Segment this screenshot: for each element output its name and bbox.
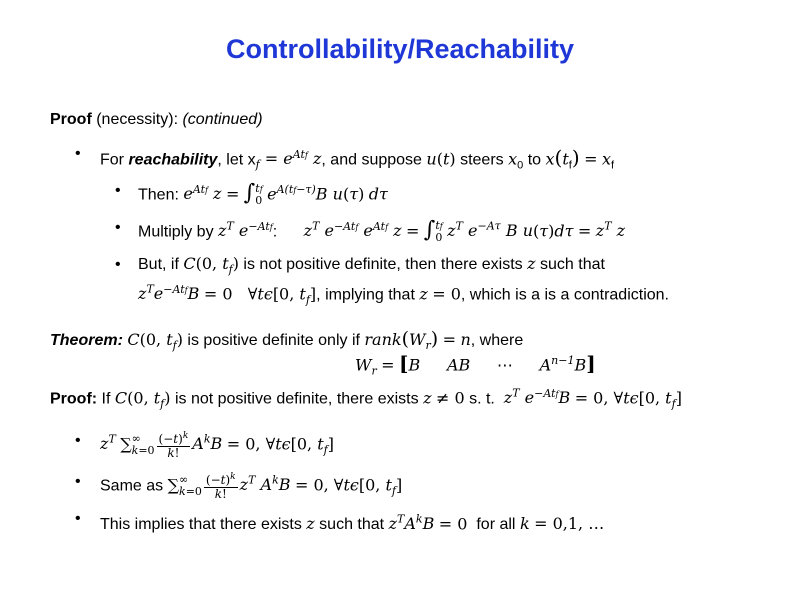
but-pre: But, if bbox=[138, 256, 184, 273]
theorem-line2: $W_r = [B$ AB ⋯ $A^{n-1}B$] bbox=[355, 351, 596, 378]
multiply-label: Multiply by bbox=[138, 223, 219, 241]
then-math: $e^{Atf}$ z bbox=[183, 183, 222, 204]
bullet-dot: • bbox=[75, 145, 81, 162]
b1-math: $_f = e^{Atf}$ z bbox=[255, 148, 322, 172]
implies-text: This implies that there exists z such that bbox=[100, 514, 389, 534]
implies-math: $z^TA^kB$ bbox=[388, 513, 435, 534]
bullet-dot: • bbox=[75, 432, 81, 449]
bullet-dot: • bbox=[75, 510, 81, 527]
reachability-bullet: For reachability, let $x_f = e^{Atf}$ z, and suppose u(t) steers $x_0$ to $x(t_f) = x_f$ bbox=[100, 145, 615, 172]
theorem-line1: Theorem: C(0, $t_f$) is positive definite only if $rank(W_r) = n$, where bbox=[50, 328, 524, 353]
proof-label: Proof bbox=[50, 111, 92, 128]
theorem-label: Theorem: bbox=[50, 332, 123, 349]
bullet-dot: • bbox=[75, 473, 81, 490]
then-label: Then: bbox=[138, 186, 184, 204]
continued-text: (continued) bbox=[178, 111, 263, 128]
same-as-label: Same as bbox=[100, 477, 168, 495]
same-as-bullet: Same as ∑∞ k=0 $\frac{(-t)^k}{k!}$ $z^T$ $A^kB = 0$, ∀tϵ[0, $t_f$] bbox=[100, 472, 403, 502]
proof2-label: Proof: bbox=[50, 390, 98, 408]
proof2-line: Proof: If C(0, $t_f$) is not positive definite, there exists z ≠ 0 s. t. $z^T$ $e^{-Atf}B = 0$, ∀tϵ[0, $t_f$] bbox=[50, 387, 682, 411]
proof-necessity-text: (necessity): bbox=[91, 111, 179, 128]
bullet-dot: • bbox=[115, 182, 121, 199]
multiply-bullet: Multiply by $z^T$ $e^{-Atf}$: $z^T$ $e^{-Atf}$ $e^{Atf}$ z = ∫tf 0 $z^T$ $e^{-A\tau}$ B $u(\tau)d\tau = z^T$ z bbox=[138, 217, 626, 245]
reachability-word: reachability bbox=[128, 151, 218, 169]
implies-bullet: This implies that there exists z such that $z^TA^kB = 0$ for all k = 0,1, … bbox=[100, 513, 605, 534]
c-gramian: C bbox=[183, 254, 196, 273]
proof-necessity-heading bbox=[50, 110, 263, 130]
b1-pre: For bbox=[100, 151, 129, 169]
then-bullet: Then: $e^{Atf}$ z = ∫tf 0 $e^{A(tf-\tau)}B$ u(τ) dτ bbox=[138, 180, 388, 208]
b1-text: , let x bbox=[217, 151, 256, 169]
but-bullet-line1: But, if C(0, $t_f$) is not positive definite, then there exists z such that bbox=[138, 254, 605, 277]
multiply-math2: $z^T$ $e^{-Atf}$ $e^{Atf}$ z bbox=[303, 220, 402, 241]
but-bullet-line2: $z^Te^{-Atf}B = 0$ ∀tϵ[0, $t_f$], implying that z = 0, which is a is a contradiction. bbox=[138, 283, 669, 307]
series-bullet: $z^T$ ∑∞ k=0 $\frac{(-t)^k}{k!}$ $A^kB = 0$, ∀tϵ[0, $t_f$] bbox=[100, 431, 334, 461]
bullet-dot: • bbox=[115, 256, 121, 273]
slide-title: Controllability/Reachability bbox=[225, 34, 575, 64]
multiply-math1: $z^T$ $e^{-Atf}$ bbox=[218, 220, 273, 241]
bullet-dot: • bbox=[115, 219, 121, 236]
